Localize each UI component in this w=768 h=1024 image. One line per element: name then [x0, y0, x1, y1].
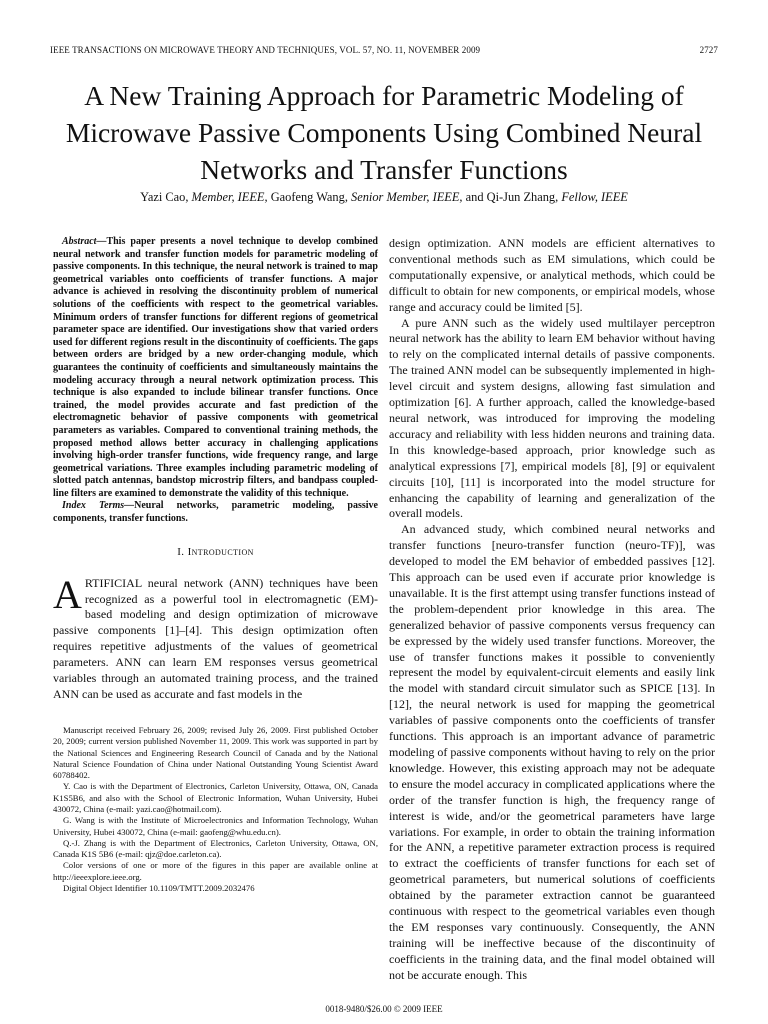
journal-line: IEEE TRANSACTIONS ON MICROWAVE THEORY AND TECHNIQUES, VOL. 57, NO. 11, NOVEMBER 2009 [50, 45, 481, 55]
author-line [30, 190, 738, 205]
left-column [53, 236, 378, 894]
author-3-name: Qi-Jun Zhang, [486, 190, 559, 204]
section-numeral: I. [177, 545, 185, 558]
copyright-footer: 0018-9480/$26.00 © 2009 IEEE [325, 1004, 443, 1014]
intro-paragraph [53, 571, 378, 703]
drop-cap: A [53, 571, 82, 617]
author-2-name: Gaofeng Wang, [270, 190, 348, 204]
author-1-name: Yazi Cao, [140, 190, 189, 204]
footnote-doi: Digital Object Identifier 10.1109/TMTT.2009.2032476 [63, 883, 255, 894]
section-title: Introduction [187, 545, 254, 558]
footnote-color-versions: Color versions of one or more of the figures in this paper are available online at http://ieeexplore.ieee.org. [53, 860, 378, 882]
page-number: 2727 [699, 45, 718, 55]
right-column [389, 236, 715, 984]
index-terms-text: Neural networks, parametric modeling, passive components, transfer functions. [53, 500, 378, 525]
section-heading [53, 546, 378, 558]
footnote-manuscript: Manuscript received February 26, 2009; revised July 26, 2009. First published October 20, 2009; current version published November 11, 2009. This work was supported in part by the National Sciences and Engineering Research Council of Canada and by the National Natural Science Foundation of China under National Outstanding Young Scientist Award 60788402. [53, 724, 378, 781]
right-paragraph-2: A pure ANN such as the widely used multilayer perceptron neural network has the ability to learn EM behavior without having to rely on the complicated internal details of passive components. The trained ANN model can be subsequently implemented in high-level circuit and system designs, allowing fast simulation and optimization [6]. A further approach, called the knowledge-based neural network, was introduced for improving the modeling accuracy and reliability with less hidden neurons and training data. In this knowledge-based approach, prior knowledge such as analytical expressions [7], empirical models [8], [9] or equivalent circuits [10], [11] is incorporated into the model structure for enhancing the capability of learning and generalization of the overall models. [389, 315, 715, 521]
footnote-author-1: Y. Cao is with the Department of Electronics, Carleton University, Ottawa, ON, Canada K1S5B6, and also with the School of Electronic Information, Wuhan University, Hubei 430072, China (e-mail: yazi.cao@hotmail.com). [53, 781, 378, 814]
index-terms-label: Index Terms— [62, 500, 135, 512]
intro-text: RTIFICIAL neural network (ANN) techniques have been recognized as a powerful tool in electromagnetic (EM)-based modeling and design optimization of microwave passive components [1]–[4]. This design optimization often requires repetitive adjustments of the values of geometrical parameters. ANN can learn EM responses versus geometrical variables through an automated training process, and the trained ANN can be used as accurate and fast models in the [53, 575, 378, 701]
running-header [50, 45, 718, 55]
abstract-label: Abstract— [62, 236, 107, 247]
author-conjunction: and [465, 190, 484, 204]
footnote-author-3: Q.-J. Zhang is with the Department of Electronics, Carleton University, Ottawa, ON, Canada K1S 5B6 (e-mail: qjz@doe.carleton.ca). [53, 837, 378, 860]
right-paragraph-3: An advanced study, which combined neural networks and transfer functions [neuro-transfer function (neuro-TF)], was developed to model the EM behavior of embedded passives [12]. This approach can be used even if accurate prior knowledge is unavailable. It is the first attempt using transfer functions instead of the problem-dependent prior knowledge in this area. The generalized behavior of passive components versus frequency can be expressed by the widely used transfer functions. Moreover, the use of transfer functions makes it possible to conveniently represent the model by equivalent-circuit elements and easily link the model with standard circuit simulator such as SPICE [13]. In [12], the neural network is used for mapping the geometrical variables of passive components onto the coefficients of transfer functions. This approach is an important advance of parametric modeling of passive components without having to rely on the prior knowledge. However, this existing approach may not be adequate to ensure the model accuracy in complicated applications where the order of the transfer function is high, the frequency range of interest is wide, and/or the geometrical parameters have large variations. For example, in order to obtain the training information for the ANN, a repetitive parameter extraction process is required to extract the coefficients of transfer functions for each set of geometrical parameters, but numerical solutions of coefficients obtained by the parameter extraction cannot be guaranteed continuous with respect to the geometrical variables even though the EM responses vary continuously. Consequently, the ANN training will be ineffective because of the discontinuity of coefficients in the training data, and the final model obtained will not be accurate enough. This [389, 522, 715, 982]
paper-title: A New Training Approach for Parametric Modeling of Microwave Passive Components Using Combined Neural Networks and Transfer Functions [65, 80, 703, 185]
abstract [53, 236, 378, 500]
right-paragraph-1: design optimization. ANN models are efficient alternatives to conventional methods such as EM simulations, which could be computationally expensive, or analytical methods, which could be difficult to obtain for new components, or empirical models, whose range and accuracy could be limited [5]. [389, 236, 715, 314]
author-3-role: Fellow, IEEE [561, 190, 628, 204]
author-1-role: Member, IEEE, [191, 190, 268, 204]
footnote-author-2: G. Wang is with the Institute of Microelectronics and Information Technology, Wuhan University, Hubei 430072, China (e-mail: gaofeng@whu.edu.cn). [53, 815, 378, 837]
footnotes [53, 725, 378, 894]
index-terms [53, 500, 378, 525]
author-2-role: Senior Member, IEEE, [351, 190, 463, 204]
abstract-text: This paper presents a novel technique to develop combined neural network and transfer function models for parametric modeling of passive components. In this technique, the neural network is trained to map geometrical variables onto coefficients of transfer functions. A major advance is achieved in resolving the discontinuity problem of numerical solutions of the coefficients with respect to the geometrical variables. Minimum orders of transfer functions for different regions of geometrical parameter space are identified. Our investigations show that varied orders used for different regions result in the discontinuity of coefficients. The gaps between orders are bridged by a new order-changing module, which guarantees the continuity of coefficients and simultaneously maintains the modeling accuracy through a neural network optimization process. This technique is also expanded to include bilinear transfer functions. Once trained, the model provides accurate and fast prediction of the electromagnetic behavior of passive components with geometrical parameters as variables. Compared to conventional training methods, the proposed method allows better accuracy in challenging applications involving high-order transfer functions, wide frequency range, and large geometrical variations. Three examples including parametric modeling of slotted patch antennas, bandstop microstrip filters, and bandpass coupled-line filters are examined to demonstrate the validity of this technique. [53, 236, 378, 499]
